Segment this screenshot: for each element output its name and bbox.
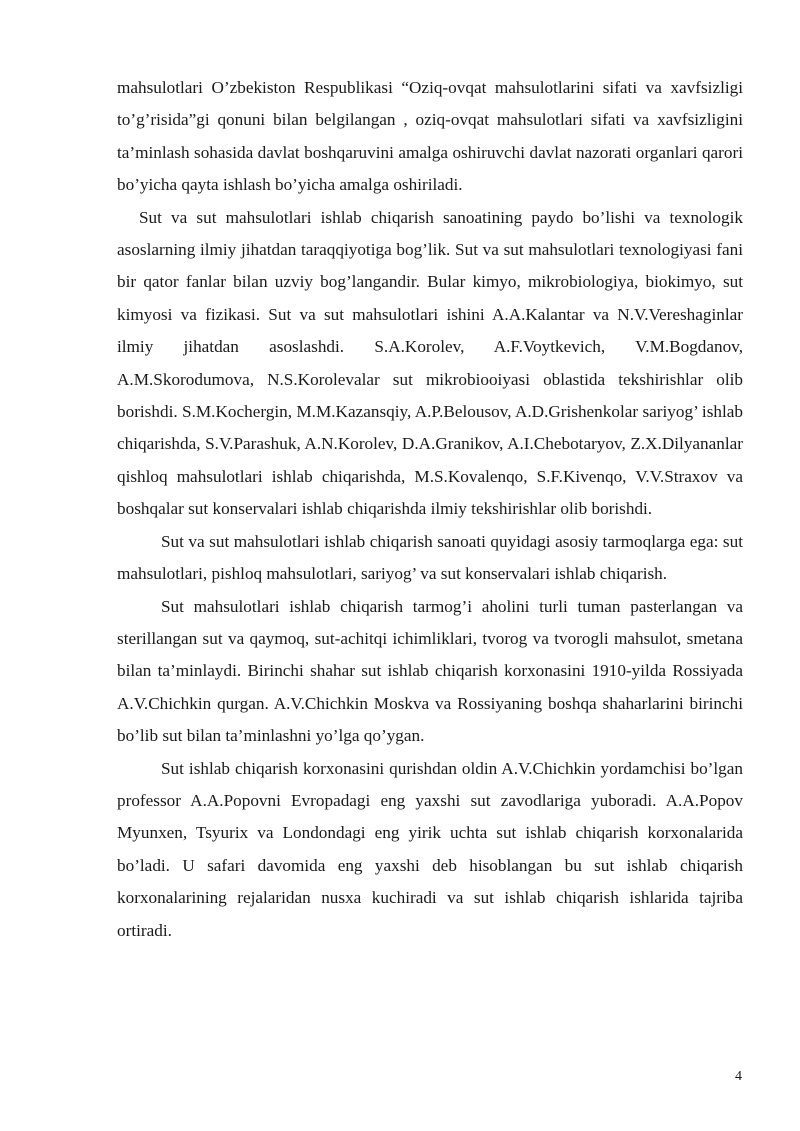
paragraph-popov: Sut ishlab chiqarish korxonasini qurishdan oldin A.V.Chichkin yordamchisi bo’lgan professor A.A.Popovni Evropadagi eng yaxshi sut zavodlariga yuboradi. A.A.Popov Myunxen, Tsyurix va Londondagi eng yirik uchta sut ishlab chiqarish korxonalarida bo’ladi. U safari davomida eng yaxshi deb hisoblangan bu sut ishlab chiqarish korxonalarining rejalaridan nusxa kuchiradi va sut ishlab chiqarish ishlarida tajriba ortiradi. xyxy=(117,758,743,940)
paragraph-continuation: mahsulotlari O’zbekiston Respublikasi “Oziq-ovqat mahsulotlarini sifati va xavfsizligi to’g’risida”gi qonuni bilan belgilangan , oziq-ovqat mahsulotlari sifati va xavfsizligini ta’minlash sohasida davlat boshqaruvini amalga oshiruvchi davlat nazorati organlari qarori bo’yicha qayta ishlash bo’yicha amalga oshiriladi. xyxy=(117,78,743,195)
paragraph-industry-branches: Sut va sut mahsulotlari ishlab chiqarish sanoati quyidagi asosiy tarmoqlarga ega: sut mahsulotlari, pishloq mahsulotlari, sariyog’ va sut konservalari ishlab chiqarish. xyxy=(117,531,743,584)
body-text xyxy=(117,72,743,947)
paragraph-dairy-products: Sut mahsulotlari ishlab chiqarish tarmog’i aholini turli tuman pasterlangan va sterillangan sut va qaymoq, sut-achitqi ichimliklari, tvorog va tvorogli mahsulot, smetana bilan ta’minlaydi. Birinchi shahar sut ishlab chiqarish korxonasini 1910-yilda Rossiyada A.V.Chichkin qurgan. A.V.Chichkin Moskva va Rossiyaning boshqa shaharlarini birinchi bo’lib sut bilan ta’minlashni yo’lga qo’ygan. xyxy=(117,596,743,746)
page-number: 4 xyxy=(735,1069,742,1084)
paragraph-history: Sut va sut mahsulotlari ishlab chiqarish sanoatining paydo bo’lishi va texnologik asoslarning ilmiy jihatdan taraqqiyotiga bog’lik. Sut va sut mahsulotlari texnologiyasi fani bir qator fanlar bilan uzviy bog’langandir. Bular kimyo, mikrobiologiya, biokimyo, sut kimyosi va fizikasi. Sut va sut mahsulotlari ishini A.A.Kalantar va N.V.Vereshaginlar ilmiy jihatdan asoslashdi. S.A.Korolev, A.F.Voytkevich, V.M.Bogdanov, A.M.Skorodumova, N.S.Korolevalar sut mikrobiooiyasi oblastida tekshirishlar olib borishdi. S.M.Kochergin, M.M.Kazansqiy, A.P.Belousov, A.D.Grishenkolar sariyog’ ishlab chiqarishda, S.V.Parashuk, A.N.Korolev, D.A.Granikov, A.I.Chebotaryov, Z.X.Dilyananlar qishloq mahsulotlari ishlab chiqarishda, M.S.Kovalenqo, S.F.Kivenqo, V.V.Straxov va boshqalar sut konservalari ishlab chiqarishda ilmiy tekshirishlar olib borishdi. xyxy=(117,207,743,519)
